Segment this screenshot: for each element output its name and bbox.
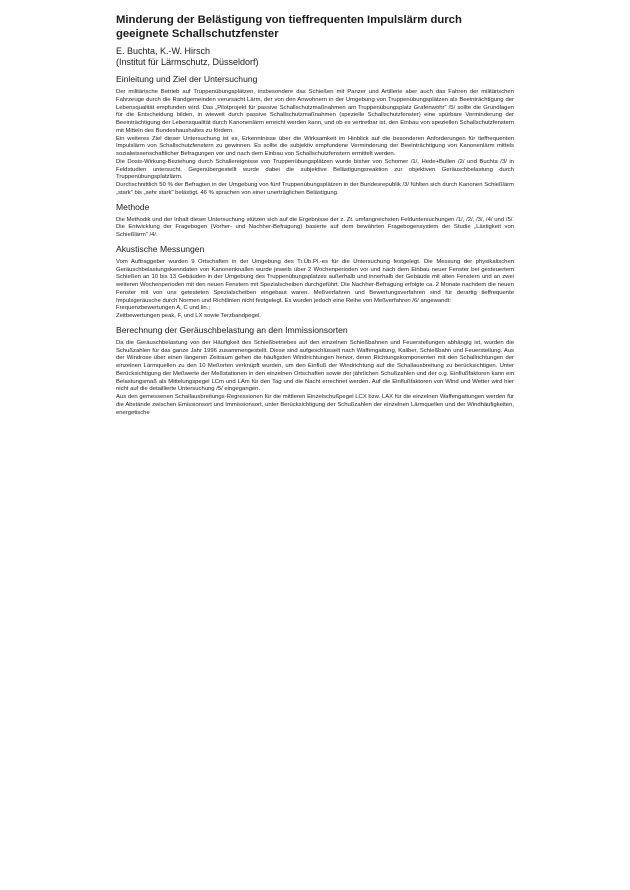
paper-title: Minderung der Belästigung von tieffrequenten Impulslärm durch geeignete Schallschutzfenster — [116, 14, 462, 40]
body-paragraph: Die Dosis-Wirkung-Beziehung durch Schallereignisse von Truppenübungsplätzen wurde bisher von Schomer /1/, Hede+Bullen /2/ und Buchta /3/ in Feldstudien untersucht. Gegenübergestellt wurde dabei die subjektive Belästigungsreaktion zur objektiven Geräuschbelastung durch Truppenübungsplatzlärm. — [116, 158, 514, 181]
section-heading-acoustic-measurements: Akustische Messungen — [116, 243, 205, 254]
paper-page — [116, 14, 514, 417]
section-heading-noise-calculation: Berechnung der Geräuschbelastung an den Immissionsorten — [116, 324, 348, 335]
body-paragraph: Der militärische Betrieb auf Truppenübungsplätzen, insbesondere das Schießen mit Panzer und Artillerie aber auch das Fahren der militärischen Fahrzeuge durch die Randgemeinden verursacht Lärm, der von den Anwohnern in der Umgebung von Truppenübungsplätzen als Beeinträchtigung der Lebensqualität empfunden wird. Das „Pilotprojekt für passive Schallschutzmaßnahmen am Truppenübungsplatz Grafenwöhr" /5/ sollte die Grundlagen für die Entscheidung bilden, in wieweit durch passive Schallschutzmaßnahmen (spezielle Schallschutzfenster) eine spürbare Verminderung der Beeinträchtigung der Lebensqualität durch Kanonenlärm erreicht werden kann, und ob es vertretbar ist, den Einbau von speziellen Schallschutzfenstern mit Mitteln des Bundeshaushaltes zu fördern. — [116, 89, 514, 134]
body-paragraph: Zeitbewertungen peak, F, und LX sowie Terzbandpegel. — [116, 313, 261, 319]
body-paragraph: Vom Auftraggeber wurden 9 Ortschaften in der Umgebung des Tr.Üb.Pl.-es für die Untersuchung festgelegt. Die Messung der physikalischen Geräuschbelastungskenndaten von Kanonenknallen wurde jeweils über 2 Wochenperioden vor und nach dem Einbau neuer Fenster bei gesteuertem Schießen an 10 bis 13 Gebäuden in der Umgebung des Truppenübungsplatzes außerhalb und innerhalb der Gebäude mit alten Fenstern und an zwei weiteren Wochenperioden mit den neuen Fenstern mit Spezialscheiben durchgeführt. Die Nachher-Befragung erfolgte ca. 2 Monate nachdem die neuen Fenster mit von uns getesteten Spezialscheiben eingebaut waren. Meßverfahren und Bewertungsverfahren sind für derartig tieffrequente Impulsgeräusche durch Normen und Richtlinien nicht festgelegt. Es wurden jedoch eine Reihe von Meßverfahren /6/ angewandt: — [116, 258, 514, 304]
section-heading-introduction: Einleitung und Ziel der Untersuchung — [116, 74, 258, 84]
paper-authors: E. Buchta, K.-W. Hirsch — [116, 46, 211, 56]
section-heading-method: Methode — [116, 201, 150, 212]
paper-affiliation: (Institut für Lärmschutz, Düsseldorf) — [116, 57, 259, 67]
body-paragraph: Da die Geräuschbelastung von der Häufigkeit des Schießbetriebes auf den einzelnen Schießbahnen und Feuerstellungen abhängig ist, wurden die Schußzahlen für das ganze Jahr 1996 zusammengestellt. Diese sind aufgeschlüsselt nach Waffengattung, Kaliber, Schießbahn und Feuerstellung. Aus der Windrose über einen längeren Zeitraum gehen die häufigsten Windrichtungen hervor, deren Richtungskomponenten mit den Schallrichtungen der einzelnen Lärmquellen zu den 10 Meßorten verknüpft wurden, um den Einfluß der Windrichtung auf die Schallausbreitung zu berücksichtigen. Unter Berücksichtigung der Meßwerte der Meßstationen in den einzelnen Ortschaften sowie der jährlichen Schußzahlen und der o.g. Einflußfaktoren kann ein Belastungsmaß als Mittelungspegel LCm und LAm für den Tag und die Nacht errechnet werden. Auf die Einflußfaktoren von Wind und Wetter wird hier nicht auf die detaillierte Untersuchung /5/ eingegangen. — [116, 339, 514, 393]
body-paragraph: Frequenzbewertungen A, C und lin.; — [116, 305, 210, 312]
body-paragraph: Aus den gemessenen Schallausbreitungs-Regressionen für die mittleren Einzelschußpegel LCX bzw. LAX für die einzelnen Waffengattungen werden für die Abstände zwischen Emissionsort und Immissionsort, unter Berücksichtigung der Schußzahlen der einzelnen Lärmquellen und der Windhäufigkeiten, energetische — [116, 394, 514, 416]
body-paragraph: Die Methodik und der Inhalt dieser Untersuchung stützen sich auf die Ergebnisse der z. Zt. umfangreichsten Felduntersuchungen /1/, /2/, /3/, /4/ und /5/. Die Entwicklung der Fragebogen (Vorher- und Nachher-Befragung) basierte auf dem bewährten Fragebogensystem der Studie „Lästigkeit von Schießlärm" /4/. — [116, 216, 514, 238]
body-paragraph: Ein weiteres Ziel dieser Untersuchung ist es, Erkenntnisse über die Wirksamkeit im Hinblick auf die besonderen Anforderungen für tieffrequenten Impulslärm von Schallschutzfenstern zu gewinnen. Es sollte die subjektiv empfundene Verminderung der Beeinträchtigung von Kanonenlärm mittels sozialwissenschaftlicher Befragungen vor und nach dem Einbau von Schallschutzfenstern ermittelt werden. — [116, 135, 514, 157]
body-paragraph: Durchschnittlich 50 % der Befragten in der Umgebung von fünf Truppenübungsplätzen in der Bundesrepublik /3/ fühlten sich durch Kanonen Schießlärm „stark" bis „sehr stark" belästigt. 46 % sprachen von einer unerträglichen Belästigung. — [116, 182, 514, 196]
